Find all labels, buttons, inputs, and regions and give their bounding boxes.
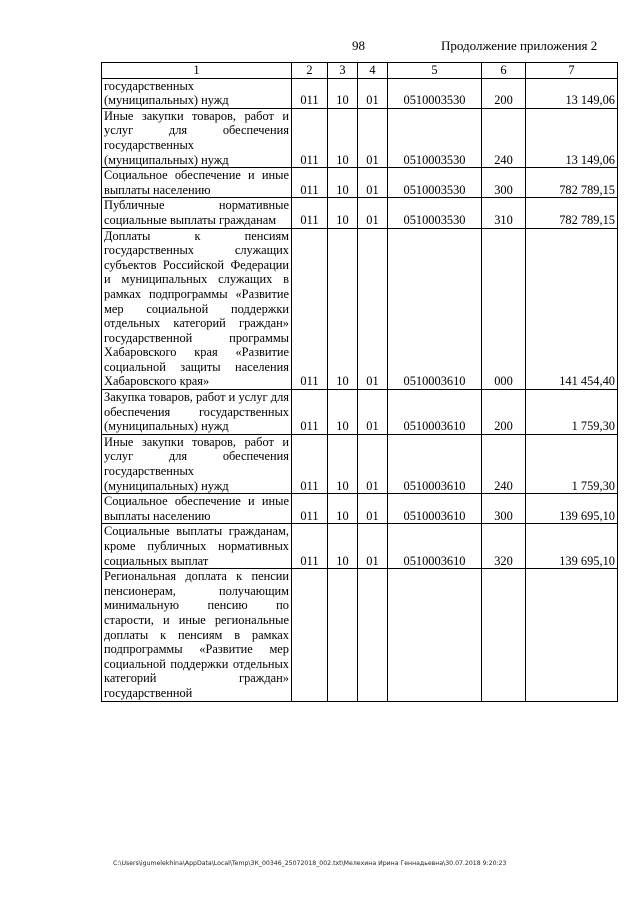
column-header: 7 xyxy=(526,63,618,79)
row-name-cell: Закупка товаров, работ и услуг для обеспечения государственных (муниципальных) нужд xyxy=(102,390,292,435)
subsection-cell xyxy=(358,569,388,701)
table-row xyxy=(102,198,618,228)
subsection-cell: 01 xyxy=(358,168,388,198)
column-header: 4 xyxy=(358,63,388,79)
target-article-cell: 0510003610 xyxy=(388,390,482,435)
section-cell: 10 xyxy=(328,228,358,390)
subsection-cell: 01 xyxy=(358,198,388,228)
section-cell: 10 xyxy=(328,494,358,524)
target-article-cell: 0510003530 xyxy=(388,108,482,167)
table-row xyxy=(102,168,618,198)
column-header: 1 xyxy=(102,63,292,79)
table-row xyxy=(102,78,618,108)
sect-code-cell: 011 xyxy=(292,228,328,390)
amount-cell: 141 454,40 xyxy=(526,228,618,390)
section-cell: 10 xyxy=(328,390,358,435)
target-article-cell: 0510003610 xyxy=(388,494,482,524)
row-name-cell: Социальное обеспечение и иные выплаты населению xyxy=(102,494,292,524)
sect-code-cell: 011 xyxy=(292,494,328,524)
table-row xyxy=(102,228,618,390)
row-name-cell: Социальные выплаты гражданам, кроме публичных нормативных социальных выплат xyxy=(102,524,292,569)
sect-code-cell: 011 xyxy=(292,524,328,569)
sect-code-cell: 011 xyxy=(292,390,328,435)
amount-cell: 1 759,30 xyxy=(526,434,618,493)
section-cell: 10 xyxy=(328,434,358,493)
row-name-cell: Доплаты к пенсиям государственных служащих субъектов Российской Федерации и муниципальных служащих в рамках подпрограммы «Развитие мер социальной поддержки отдельных категорий граждан» государственной программы Хабаровского края «Развитие социальной защиты населения Хабаровского края» xyxy=(102,228,292,390)
expense-type-cell: 000 xyxy=(482,228,526,390)
row-name-cell: Региональная доплата к пенсии пенсионерам, получающим минимальную пенсию по старости, и иные региональные доплаты к пенсиям в рамках подпрограммы «Развитие мер социальной поддержки отдельных категорий граждан» государственной xyxy=(102,569,292,701)
subsection-cell: 01 xyxy=(358,524,388,569)
page-number: 98 xyxy=(352,38,365,53)
amount-cell: 13 149,06 xyxy=(526,108,618,167)
sect-code-cell: 011 xyxy=(292,108,328,167)
table-row xyxy=(102,524,618,569)
row-name-cell: Социальное обеспечение и иные выплаты населению xyxy=(102,168,292,198)
row-name-cell: Иные закупки товаров, работ и услуг для обеспечения государственных (муниципальных) нужд xyxy=(102,434,292,493)
subsection-cell: 01 xyxy=(358,228,388,390)
subsection-cell: 01 xyxy=(358,108,388,167)
budget-table xyxy=(101,62,618,702)
section-cell xyxy=(328,569,358,701)
section-cell: 10 xyxy=(328,524,358,569)
amount-cell: 139 695,10 xyxy=(526,524,618,569)
expense-type-cell: 300 xyxy=(482,494,526,524)
subsection-cell: 01 xyxy=(358,494,388,524)
target-article-cell: 0510003610 xyxy=(388,434,482,493)
expense-type-cell: 240 xyxy=(482,434,526,493)
expense-type-cell: 320 xyxy=(482,524,526,569)
subsection-cell: 01 xyxy=(358,78,388,108)
amount-cell: 139 695,10 xyxy=(526,494,618,524)
column-header: 2 xyxy=(292,63,328,79)
sect-code-cell: 011 xyxy=(292,198,328,228)
column-header: 3 xyxy=(328,63,358,79)
subsection-cell: 01 xyxy=(358,390,388,435)
sect-code-cell: 011 xyxy=(292,168,328,198)
row-name-cell: Публичные нормативные социальные выплаты гражданам xyxy=(102,198,292,228)
table-row xyxy=(102,434,618,493)
subsection-cell: 01 xyxy=(358,434,388,493)
amount-cell: 1 759,30 xyxy=(526,390,618,435)
amount-cell xyxy=(526,569,618,701)
column-header: 5 xyxy=(388,63,482,79)
section-cell: 10 xyxy=(328,168,358,198)
amount-cell: 782 789,15 xyxy=(526,168,618,198)
continuation-title: Продолжение приложения 2 xyxy=(441,38,598,53)
section-cell: 10 xyxy=(328,198,358,228)
expense-type-cell xyxy=(482,569,526,701)
table-row xyxy=(102,390,618,435)
target-article-cell: 0510003530 xyxy=(388,168,482,198)
target-article-cell: 0510003530 xyxy=(388,198,482,228)
amount-cell: 13 149,06 xyxy=(526,78,618,108)
sect-code-cell xyxy=(292,569,328,701)
table-row xyxy=(102,569,618,701)
table-header-row xyxy=(102,63,618,79)
target-article-cell xyxy=(388,569,482,701)
expense-type-cell: 200 xyxy=(482,390,526,435)
expense-type-cell: 310 xyxy=(482,198,526,228)
expense-type-cell: 200 xyxy=(482,78,526,108)
expense-type-cell: 240 xyxy=(482,108,526,167)
table-row xyxy=(102,108,618,167)
target-article-cell: 0510003610 xyxy=(388,524,482,569)
column-header: 6 xyxy=(482,63,526,79)
table-row xyxy=(102,494,618,524)
row-name-cell: Иные закупки товаров, работ и услуг для обеспечения государственных (муниципальных) нужд xyxy=(102,108,292,167)
section-cell: 10 xyxy=(328,78,358,108)
expense-type-cell: 300 xyxy=(482,168,526,198)
amount-cell: 782 789,15 xyxy=(526,198,618,228)
file-path-footer: C:\Users\igumelekhina\AppData\Local\Temp\ЗК_00346_25072018_002.txt\Мелехина Ирина Геннадьевна\30.07.2018 9:20:23 xyxy=(113,860,507,867)
sect-code-cell: 011 xyxy=(292,434,328,493)
target-article-cell: 0510003610 xyxy=(388,228,482,390)
row-name-cell: государственных (муниципальных) нужд xyxy=(102,78,292,108)
section-cell: 10 xyxy=(328,108,358,167)
target-article-cell: 0510003530 xyxy=(388,78,482,108)
sect-code-cell: 011 xyxy=(292,78,328,108)
